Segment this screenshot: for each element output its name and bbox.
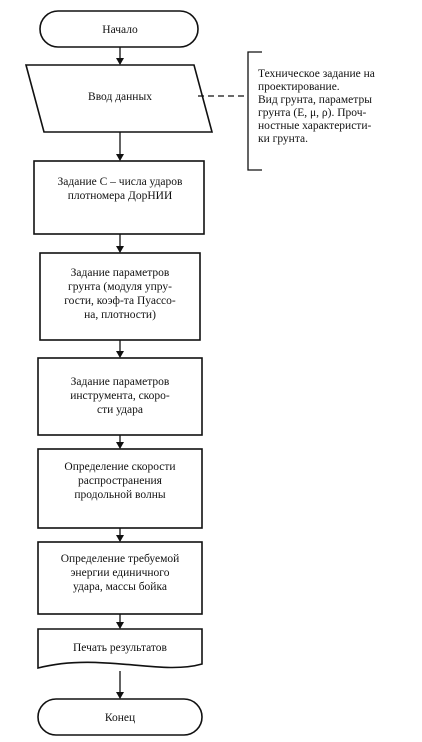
annotation-text: [258, 68, 375, 145]
step-line: Определение скорости: [64, 461, 176, 473]
step-line: на, плотности): [84, 309, 156, 321]
process-step-5: [38, 542, 202, 614]
step-line: плотномера ДорНИИ: [67, 190, 173, 202]
output-document: [38, 629, 202, 668]
arrowhead-input: [116, 58, 124, 65]
end-label: Конец: [104, 712, 136, 724]
input-parallelogram: [26, 65, 212, 132]
note-line: Вид грунта, параметры: [258, 94, 372, 106]
note-line: Техническое задание на: [258, 68, 375, 80]
step-line: энергии единичного: [70, 567, 170, 579]
arrowhead-step1: [116, 154, 124, 161]
arrowhead-step5: [116, 535, 124, 542]
step-line: Задание параметров: [70, 267, 170, 279]
step-line: Определение требуемой: [60, 553, 180, 565]
step-line: сти удара: [97, 404, 143, 416]
note-line: ки грунта.: [258, 133, 308, 145]
note-line: грунта (E, μ, ρ). Проч-: [258, 107, 367, 119]
step-line: продольной волны: [74, 489, 166, 501]
process-step-2: [40, 253, 200, 340]
step-line: инструмента, скоро-: [70, 390, 170, 402]
start-terminator: [40, 11, 198, 47]
step-line: гости, коэф-та Пуассо-: [64, 295, 176, 307]
step-line: удара, массы бойка: [73, 581, 167, 593]
process-step-1: [34, 161, 204, 234]
annotation: [198, 52, 375, 170]
step-line: распространения: [78, 475, 162, 487]
input-label: Ввод данных: [88, 91, 152, 103]
arrowhead-step2: [116, 246, 124, 253]
arrowhead-step3: [116, 351, 124, 358]
step-line: грунта (модуля упру-: [68, 281, 172, 293]
step-line: Задание параметров: [70, 376, 170, 388]
start-label: Начало: [102, 24, 138, 36]
step-line: Задание C – числа ударов: [57, 176, 183, 188]
arrowhead-step4: [116, 442, 124, 449]
end-terminator: [38, 699, 202, 735]
note-line: проектирование.: [258, 81, 340, 93]
arrowhead-end: [116, 692, 124, 699]
note-line: ностные характеристи-: [258, 120, 372, 132]
process-step-4: [38, 449, 202, 528]
arrowhead-output: [116, 622, 124, 629]
output-label: Печать результатов: [73, 642, 167, 654]
process-step-3: [38, 358, 202, 435]
